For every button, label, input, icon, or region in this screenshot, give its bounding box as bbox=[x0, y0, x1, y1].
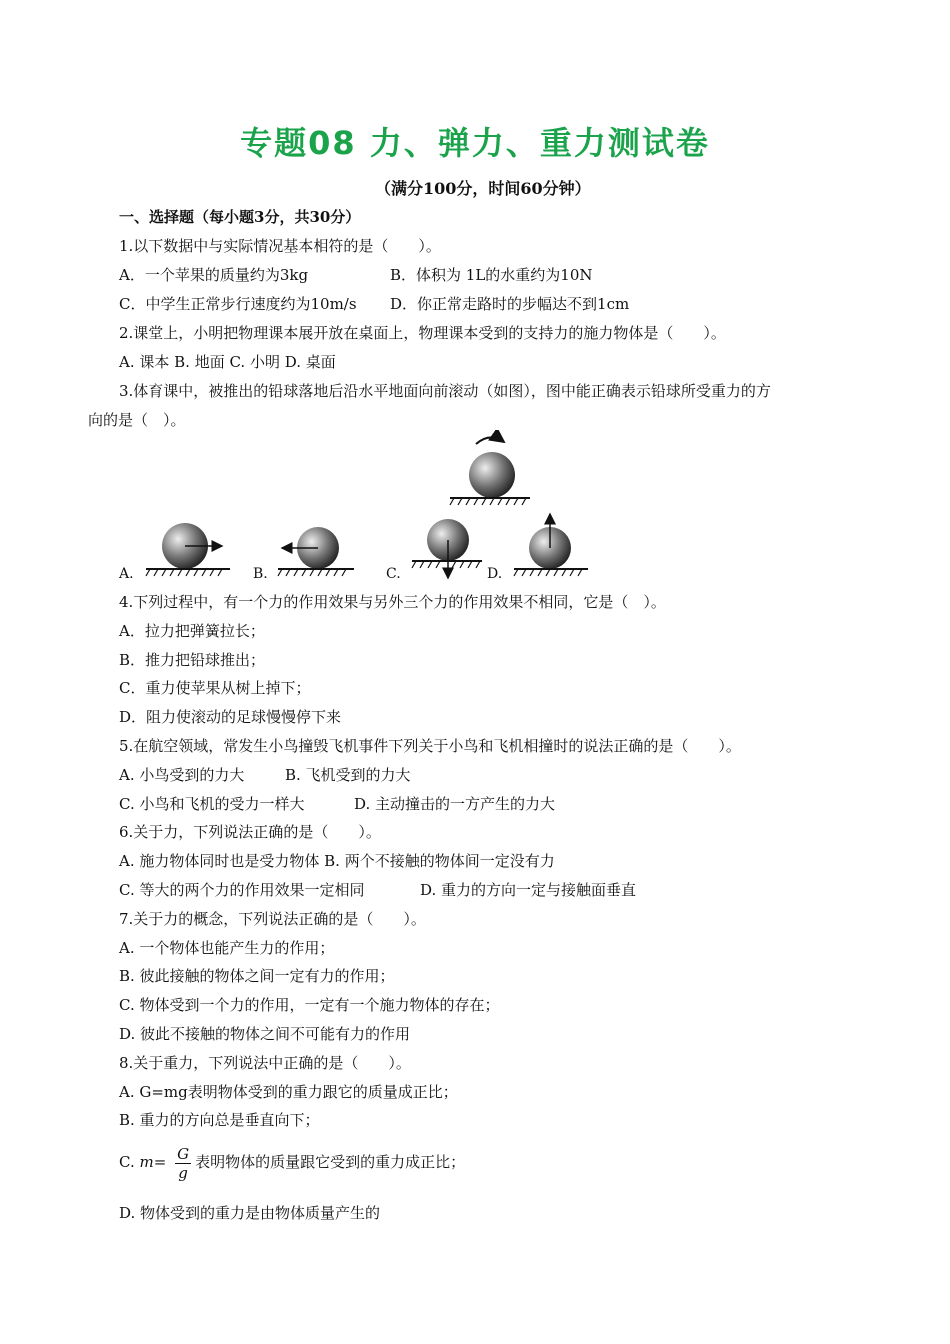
q3-label-c: C. bbox=[386, 566, 401, 582]
q4-option-b: B．推力把铅球推出； bbox=[119, 651, 266, 669]
q4-option-d: D．阻力使滚动的足球慢慢停下来 bbox=[119, 708, 342, 726]
q1-option-c: C．中学生正常步行速度约为10m/s bbox=[119, 295, 357, 313]
q3-label-b: B. bbox=[253, 566, 268, 582]
q1-option-d: D．你正常走路时的步幅达不到1cm bbox=[390, 295, 630, 313]
q1-option-b: B．体积为 1L的水重约为10N bbox=[390, 266, 593, 284]
q4-stem: 4.下列过程中，有一个力的作用效果与另外三个力的作用效果不相同，它是（ ）。 bbox=[119, 593, 666, 611]
q8-option-c-prefix: C. bbox=[119, 1153, 135, 1171]
q3-label-d: D. bbox=[487, 566, 503, 582]
q3-label-a: A. bbox=[119, 566, 134, 582]
q8-option-d: D. 物体受到的重力是由物体质量产生的 bbox=[119, 1204, 381, 1222]
q7-option-a: A. 一个物体也能产生力的作用； bbox=[119, 939, 335, 957]
q4-option-c: C．重力使苹果从树上掉下； bbox=[119, 679, 311, 697]
formula-equals: = bbox=[153, 1153, 167, 1171]
q3-stem-line2: 向的是（ ）。 bbox=[88, 411, 186, 429]
q8-stem: 8.关于重力，下列说法中正确的是（ ）。 bbox=[119, 1054, 411, 1072]
q8-option-c bbox=[119, 1140, 465, 1184]
reference-ball bbox=[450, 437, 530, 505]
q6-option-c: C. 等大的两个力的作用效果一定相同 bbox=[119, 881, 365, 899]
section-heading: 一、选择题（每小题3分，共30分） bbox=[119, 208, 361, 226]
q3-figure bbox=[110, 430, 600, 590]
fraction-denominator: g bbox=[178, 1163, 188, 1182]
q3-stem-line1: 3.体育课中，被推出的铅球落地后沿水平地面向前滚动（如图），图中能正确表示铅球所受重力的方 bbox=[119, 382, 771, 400]
q1-stem: 1.以下数据中与实际情况基本相符的是（ ）。 bbox=[119, 237, 441, 255]
q5-option-a: A. 小鸟受到的力大 bbox=[119, 766, 245, 784]
q7-option-b: B. 彼此接触的物体之间一定有力的作用； bbox=[119, 967, 395, 985]
fraction bbox=[175, 1145, 191, 1182]
q5-stem: 5.在航空领域，常发生小鸟撞毁飞机事件下列关于小鸟和飞机相撞时的说法正确的是（ ）。 bbox=[119, 737, 741, 755]
q8-option-a: A. G=mg表明物体受到的重力跟它的质量成正比； bbox=[119, 1083, 458, 1101]
formula-m: m bbox=[139, 1153, 154, 1171]
q5-option-d: D. 主动撞击的一方产生的力大 bbox=[354, 795, 556, 813]
option-a-diagram bbox=[146, 523, 230, 576]
q1-option-a: A．一个苹果的质量约为3kg bbox=[119, 266, 309, 284]
q5-option-b: B. 飞机受到的力大 bbox=[285, 766, 411, 784]
q8-option-c-text: 表明物体的质量跟它受到的重力成正比； bbox=[195, 1153, 466, 1171]
q6-option-ab: A. 施力物体同时也是受力物体 B. 两个不接触的物体间一定没有力 bbox=[119, 852, 555, 870]
q6-option-d: D. 重力的方向一定与接触面垂直 bbox=[420, 881, 637, 899]
q6-stem: 6.关于力，下列说法正确的是（ ）。 bbox=[119, 823, 381, 841]
q7-stem: 7.关于力的概念，下列说法正确的是（ ）。 bbox=[119, 910, 426, 928]
q8-option-b: B. 重力的方向总是垂直向下； bbox=[119, 1111, 320, 1129]
q2-stem: 2.课堂上，小明把物理课本展开放在桌面上，物理课本受到的支持力的施力物体是（ ）。 bbox=[119, 324, 726, 342]
page-title: 专题08 力、弹力、重力测试卷 bbox=[240, 124, 710, 162]
option-b-diagram bbox=[278, 527, 354, 576]
option-c-diagram bbox=[412, 519, 482, 578]
q7-option-d: D. 彼此不接触的物体之间不可能有力的作用 bbox=[119, 1025, 411, 1043]
option-d-diagram bbox=[514, 514, 588, 576]
q4-option-a: A．拉力把弹簧拉长； bbox=[119, 622, 265, 640]
q7-option-c: C. 物体受到一个力的作用，一定有一个施力物体的存在； bbox=[119, 996, 500, 1014]
fraction-numerator: G bbox=[177, 1144, 190, 1163]
page-subtitle: （满分100分，时间60分钟） bbox=[375, 179, 591, 198]
q2-options: A. 课本 B. 地面 C. 小明 D. 桌面 bbox=[119, 353, 336, 371]
q5-option-c: C. 小鸟和飞机的受力一样大 bbox=[119, 795, 305, 813]
